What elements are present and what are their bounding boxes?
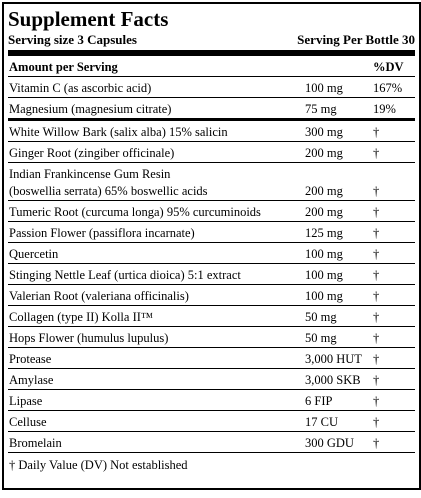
ingredient-name	[8, 330, 305, 347]
ingredient-dv: †	[373, 352, 380, 366]
ingredient-row	[8, 142, 415, 163]
ingredient-amount: 17 CU	[305, 415, 338, 429]
column-header-row	[8, 56, 415, 77]
ingredient-name-line: Collagen (type II) Kolla II™	[9, 310, 154, 324]
nutrient-dv: 167%	[373, 81, 403, 95]
ingredient-row	[8, 327, 415, 348]
ingredient-amount: 6 FIP	[305, 394, 333, 408]
ingredient-name	[8, 145, 305, 162]
ingredient-name-line: Ginger Root (zingiber officinale)	[9, 146, 175, 160]
ingredient-name-line: Celluse	[9, 415, 47, 429]
ingredient-name	[8, 225, 305, 242]
ingredient-amount: 125 mg	[305, 226, 343, 240]
ingredient-row	[8, 306, 415, 327]
ingredient-rows	[8, 121, 415, 453]
ingredient-row	[8, 432, 415, 453]
ingredient-name-line: Lipase	[9, 394, 43, 408]
ingredient-amount: 100 mg	[305, 247, 343, 261]
ingredient-dv: †	[373, 247, 380, 261]
ingredient-name-line: Passion Flower (passiflora incarnate)	[9, 226, 195, 240]
ingredient-name-line: Valerian Root (valeriana officinalis)	[9, 289, 189, 303]
vitamin-rows	[8, 77, 415, 118]
ingredient-row	[8, 243, 415, 264]
ingredient-name	[8, 414, 305, 431]
ingredient-amount: 300 mg	[305, 125, 343, 139]
nutrient-name: Magnesium (magnesium citrate)	[9, 102, 172, 116]
ingredient-amount: 3,000 HUT	[305, 352, 362, 366]
amount-per-serving-header: Amount per Serving	[9, 60, 118, 74]
ingredient-row	[8, 201, 415, 222]
ingredient-name	[8, 393, 305, 410]
nutrient-amount: 100 mg	[305, 81, 343, 95]
ingredient-amount: 100 mg	[305, 268, 343, 282]
ingredient-dv: †	[373, 205, 380, 219]
ingredient-name-line: White Willow Bark (salix alba) 15% salicin	[9, 125, 228, 139]
ingredient-name	[8, 351, 305, 368]
servings-per-container: Serving Per Bottle 30	[297, 32, 415, 47]
ingredient-name	[8, 267, 305, 284]
ingredient-name	[8, 309, 305, 326]
serving-size: Serving size 3 Capsules	[8, 32, 137, 47]
ingredient-name-line: (boswellia serrata) 65% boswellic acids	[9, 184, 208, 198]
dv-header: %DV	[373, 60, 404, 74]
ingredient-row	[8, 285, 415, 306]
ingredient-dv: †	[373, 289, 380, 303]
ingredient-row	[8, 348, 415, 369]
ingredient-name-line: Protease	[9, 352, 52, 366]
ingredient-amount: 100 mg	[305, 289, 343, 303]
ingredient-name-line: Quercetin	[9, 247, 59, 261]
ingredient-name	[8, 204, 305, 221]
ingredient-row	[8, 163, 415, 201]
ingredient-dv: †	[373, 436, 380, 450]
ingredient-amount: 200 mg	[305, 184, 343, 198]
supplement-facts-panel	[2, 2, 421, 490]
ingredient-name-line: Tumeric Root (curcuma longa) 95% curcuminoids	[9, 205, 261, 219]
ingredient-amount: 3,000 SKB	[305, 373, 361, 387]
ingredient-dv: †	[373, 184, 380, 198]
ingredient-row	[8, 222, 415, 243]
ingredient-dv: †	[373, 415, 380, 429]
ingredient-dv: †	[373, 226, 380, 240]
ingredient-dv: †	[373, 268, 380, 282]
ingredient-amount: 200 mg	[305, 146, 343, 160]
ingredient-dv: †	[373, 373, 380, 387]
ingredient-amount: 200 mg	[305, 205, 343, 219]
ingredient-row	[8, 121, 415, 142]
ingredient-name-line: Bromelain	[9, 436, 62, 450]
ingredient-name	[8, 246, 305, 263]
ingredient-name-line: Hops Flower (humulus lupulus)	[9, 331, 169, 345]
ingredient-dv: †	[373, 394, 380, 408]
ingredient-amount: 50 mg	[305, 310, 337, 324]
ingredient-row	[8, 411, 415, 432]
footnote: † Daily Value (DV) Not established	[9, 458, 188, 472]
nutrient-name: Vitamin C (as ascorbic acid)	[9, 81, 152, 95]
ingredient-amount: 50 mg	[305, 331, 337, 345]
ingredient-name-line: Indian Frankincense Gum Resin	[9, 167, 171, 181]
nutrient-amount: 75 mg	[305, 102, 337, 116]
nutrient-row	[8, 98, 415, 118]
ingredient-dv: †	[373, 125, 380, 139]
ingredient-name	[8, 166, 305, 200]
ingredient-dv: †	[373, 331, 380, 345]
ingredient-name-line: Stinging Nettle Leaf (urtica dioica) 5:1 extract	[9, 268, 241, 282]
ingredient-row	[8, 369, 415, 390]
ingredient-dv: †	[373, 310, 380, 324]
ingredient-dv: †	[373, 146, 380, 160]
ingredient-name-line: Amylase	[9, 373, 54, 387]
ingredient-row	[8, 390, 415, 411]
panel-title: Supplement Facts	[8, 7, 169, 31]
ingredient-name	[8, 372, 305, 389]
nutrient-row	[8, 77, 415, 98]
ingredient-name	[8, 288, 305, 305]
nutrient-dv: 19%	[373, 102, 396, 116]
ingredient-name	[8, 124, 305, 141]
serving-info	[8, 31, 415, 48]
ingredient-row	[8, 264, 415, 285]
ingredient-amount: 300 GDU	[305, 436, 354, 450]
ingredient-name	[8, 435, 305, 452]
